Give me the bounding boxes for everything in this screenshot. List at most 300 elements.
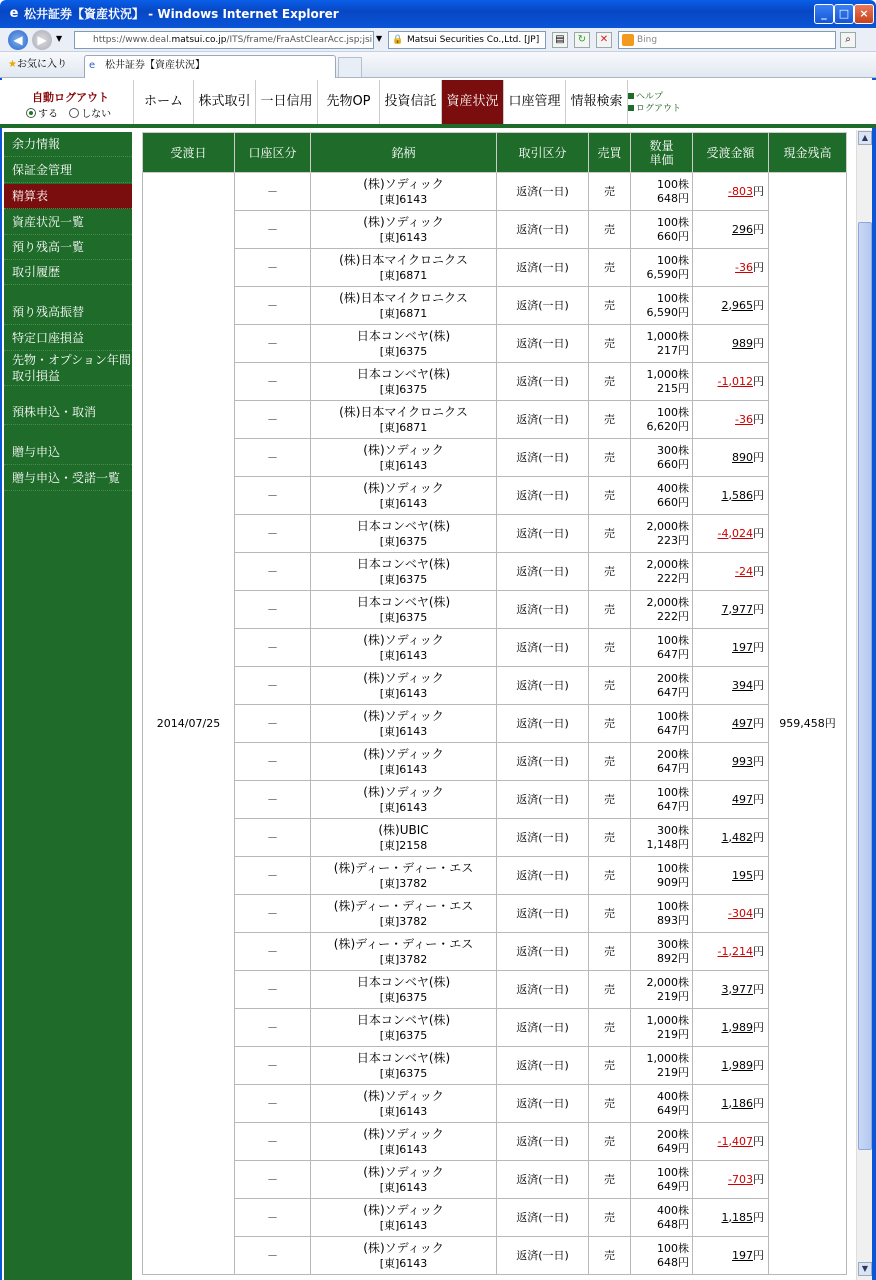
security-name: (株)日本マイクロニクス (339, 404, 468, 419)
amount-cell (693, 1047, 769, 1085)
security-name: (株)UBIC (378, 822, 429, 837)
site-header (0, 80, 876, 128)
quantity: 2,000株 (646, 975, 689, 989)
quantity: 400株 (657, 1203, 689, 1217)
vertical-scrollbar[interactable] (856, 130, 872, 1280)
security-code: [東]6375 (379, 382, 428, 396)
yen-unit: 円 (753, 184, 764, 198)
yen-unit: 円 (753, 1020, 764, 1034)
sidebar-item-balance-transfer[interactable]: 預り残高振替 (4, 300, 132, 325)
unit-price: 649円 (657, 1141, 689, 1155)
trade-type: 返済(一日) (497, 1199, 589, 1237)
yen-unit: 円 (753, 450, 764, 464)
amount-link[interactable]: 989 (732, 336, 753, 350)
trade-type: 返済(一日) (497, 1161, 589, 1199)
security-name: (株)日本マイクロニクス (339, 290, 468, 305)
tab-title: 松井証券【資産状況】 (105, 60, 205, 71)
quantity: 300株 (657, 823, 689, 837)
qty-price-cell (631, 705, 693, 743)
tab-ie-icon: e (89, 60, 96, 71)
amount-cell (693, 1237, 769, 1275)
amount-link[interactable]: 2,965 (721, 298, 753, 312)
col-header-qty-price (631, 133, 693, 173)
amount-cell (693, 895, 769, 933)
trade-side: 売 (589, 249, 631, 287)
quantity: 1,000株 (646, 1051, 689, 1065)
quantity: 100株 (657, 253, 689, 267)
trade-side: 売 (589, 1085, 631, 1123)
amount-link[interactable]: -1,407 (717, 1134, 753, 1148)
amount-cell (693, 515, 769, 553)
security-code: [東]6375 (379, 572, 428, 586)
amount-cell (693, 325, 769, 363)
table-row (143, 401, 847, 439)
security-name: 日本コンベヤ(株) (356, 366, 451, 381)
url-field[interactable] (74, 31, 374, 49)
yen-unit: 円 (753, 944, 764, 958)
security-cell (311, 629, 497, 667)
security-name: (株)ソディック (363, 708, 444, 723)
auto-logout-on-radio[interactable] (26, 108, 36, 118)
certificate-badge[interactable] (388, 31, 546, 49)
unit-price: 648円 (657, 1255, 689, 1269)
trade-side: 売 (589, 971, 631, 1009)
qty-price-cell (631, 211, 693, 249)
unit-price: 217円 (657, 343, 689, 357)
trade-type: 返済(一日) (497, 401, 589, 439)
quantity: 2,000株 (646, 557, 689, 571)
trade-type: 返済(一日) (497, 515, 589, 553)
amount-link[interactable]: 1,186 (721, 1096, 753, 1110)
amount-link[interactable]: 7,977 (721, 602, 753, 616)
security-name: 日本コンベヤ(株) (356, 1012, 451, 1027)
close-button[interactable]: × (854, 4, 874, 24)
scroll-up-icon[interactable]: ▲ (858, 131, 872, 145)
yen-unit: 円 (753, 830, 764, 844)
trade-side: 売 (589, 287, 631, 325)
table-row (143, 743, 847, 781)
search-input[interactable] (618, 31, 836, 49)
qty-price-cell (631, 1161, 693, 1199)
unit-price: 6,590円 (646, 267, 689, 281)
amount-link[interactable]: 195 (732, 868, 753, 882)
table-row (143, 211, 847, 249)
qty-price-cell (631, 933, 693, 971)
help-link[interactable] (628, 91, 681, 103)
quantity: 100株 (657, 633, 689, 647)
amount-link[interactable]: 1,185 (721, 1210, 753, 1224)
yen-unit: 円 (753, 1134, 764, 1148)
trade-type: 返済(一日) (497, 553, 589, 591)
unit-price: 660円 (657, 495, 689, 509)
amount-link[interactable]: 197 (732, 640, 753, 654)
browser-tab[interactable] (84, 55, 336, 78)
amount-link[interactable]: -1,012 (717, 374, 753, 388)
account-type: － (235, 1237, 311, 1275)
amount-link[interactable]: 1,586 (721, 488, 753, 502)
security-code: [東]6871 (379, 420, 428, 434)
unit-price: 1,148円 (646, 837, 689, 851)
title-bar (0, 0, 876, 28)
security-name: (株)ディー・ディー・エス (333, 936, 474, 951)
table-row (143, 705, 847, 743)
quantity: 100株 (657, 405, 689, 419)
settlement-date: 2014/07/25 (143, 173, 235, 1275)
amount-link[interactable]: -24 (735, 564, 753, 578)
table-row (143, 1161, 847, 1199)
amount-cell (693, 667, 769, 705)
unit-price: 223円 (657, 533, 689, 547)
auto-logout-options (26, 105, 111, 120)
yen-unit: 円 (753, 678, 764, 692)
amount-link[interactable]: 497 (732, 792, 753, 806)
new-tab-button[interactable] (338, 57, 362, 77)
account-type: － (235, 439, 311, 477)
sidebar-item-gift-list[interactable]: 贈与申込・受諾一覧 (4, 466, 132, 491)
amount-link[interactable]: 497 (732, 716, 753, 730)
account-type: － (235, 1199, 311, 1237)
sidebar-item-futures-annual-pl-line2: 取引損益 (12, 369, 61, 383)
account-type: － (235, 933, 311, 971)
security-code: [東]6143 (379, 1180, 428, 1194)
quantity: 100株 (657, 1165, 689, 1179)
table-row (143, 173, 847, 211)
account-type: － (235, 249, 311, 287)
trade-side: 売 (589, 591, 631, 629)
table-row (143, 363, 847, 401)
security-cell (311, 1009, 497, 1047)
amount-link[interactable]: -1,214 (717, 944, 753, 958)
trade-side: 売 (589, 1047, 631, 1085)
account-type: － (235, 705, 311, 743)
security-name: (株)ソディック (363, 176, 444, 191)
search-placeholder: Bing (637, 35, 658, 45)
sidebar-item-balance-list[interactable]: 預り残高一覧 (4, 235, 132, 260)
auto-logout-off-radio[interactable] (69, 108, 79, 118)
security-cell (311, 401, 497, 439)
security-code: [東]6143 (379, 686, 428, 700)
nav-home[interactable]: ホーム (134, 80, 194, 124)
main-content (136, 130, 856, 1280)
url-dropdown-icon[interactable]: ▼ (376, 34, 383, 43)
amount-cell (693, 705, 769, 743)
security-code: [東]6143 (379, 1256, 428, 1270)
unit-price: 222円 (657, 609, 689, 623)
trade-type: 返済(一日) (497, 1123, 589, 1161)
col-header-cash-balance: 現金残高 (769, 133, 847, 173)
unit-price: 647円 (657, 761, 689, 775)
cash-balance: 959,458円 (769, 173, 847, 1275)
col-header-side: 売買 (589, 133, 631, 173)
table-row (143, 249, 847, 287)
yen-unit: 円 (753, 488, 764, 502)
auto-logout-panel (0, 80, 134, 124)
amount-link[interactable]: 1,989 (721, 1058, 753, 1072)
qty-price-cell (631, 1085, 693, 1123)
amount-cell (693, 287, 769, 325)
sidebar-item-specific-account-pl[interactable]: 特定口座損益 (4, 326, 132, 351)
trade-type: 返済(一日) (497, 819, 589, 857)
sidebar-item-margin-info[interactable]: 余力情報 (4, 132, 132, 157)
trade-side: 売 (589, 1237, 631, 1275)
trade-side: 売 (589, 895, 631, 933)
nav-futures-options[interactable]: 先物OP (318, 80, 380, 124)
account-type: － (235, 363, 311, 401)
table-row (143, 1047, 847, 1085)
quantity: 300株 (657, 443, 689, 457)
table-row (143, 325, 847, 363)
qty-price-cell (631, 1123, 693, 1161)
security-name: (株)ソディック (363, 1164, 444, 1179)
unit-price: 660円 (657, 229, 689, 243)
security-cell (311, 933, 497, 971)
trade-type: 返済(一日) (497, 1009, 589, 1047)
ie-logo-icon: e (9, 6, 19, 21)
sidebar (4, 132, 132, 1280)
yen-unit: 円 (753, 754, 764, 768)
logout-link[interactable] (628, 103, 681, 115)
security-code: [東]6871 (379, 306, 428, 320)
nav-account[interactable]: 口座管理 (504, 80, 566, 124)
trade-type: 返済(一日) (497, 325, 589, 363)
amount-cell (693, 553, 769, 591)
stop-icon[interactable]: ✕ (596, 32, 612, 48)
security-cell (311, 743, 497, 781)
amount-link[interactable]: 993 (732, 754, 753, 768)
security-cell (311, 249, 497, 287)
table-row (143, 287, 847, 325)
trade-type: 返済(一日) (497, 211, 589, 249)
qty-price-cell (631, 971, 693, 1009)
sidebar-item-futures-annual-pl[interactable] (4, 350, 132, 386)
quantity: 1,000株 (646, 367, 689, 381)
unit-price: 647円 (657, 723, 689, 737)
qty-price-cell (631, 857, 693, 895)
amount-cell (693, 1009, 769, 1047)
amount-link[interactable]: -803 (728, 184, 753, 198)
trade-side: 売 (589, 705, 631, 743)
help-label: ヘルプ (636, 92, 664, 102)
unit-price: 909円 (657, 875, 689, 889)
trade-type: 返済(一日) (497, 781, 589, 819)
trade-side: 売 (589, 477, 631, 515)
unit-price: 649円 (657, 1179, 689, 1193)
unit-price: 647円 (657, 799, 689, 813)
amount-cell (693, 857, 769, 895)
sidebar-item-gift-application[interactable]: 贈与申込 (4, 440, 132, 465)
amount-cell (693, 363, 769, 401)
history-dropdown-icon[interactable]: ▼ (56, 34, 63, 43)
security-code: [東]6143 (379, 800, 428, 814)
auto-logout-off-label: しない (81, 109, 112, 120)
security-code: [東]6143 (379, 1218, 428, 1232)
account-type: － (235, 553, 311, 591)
nav-day-margin[interactable]: 一日信用 (256, 80, 318, 124)
yen-unit: 円 (753, 260, 764, 274)
security-code: [東]6375 (379, 610, 428, 624)
favorites-button[interactable] (8, 57, 67, 73)
trade-side: 売 (589, 781, 631, 819)
minimize-button[interactable]: _ (814, 4, 834, 24)
amount-link[interactable]: 296 (732, 222, 753, 236)
security-cell (311, 439, 497, 477)
favorites-label: お気に入り (16, 59, 67, 70)
trade-type: 返済(一日) (497, 287, 589, 325)
account-type: － (235, 629, 311, 667)
security-name: 日本コンベヤ(株) (356, 1050, 451, 1065)
security-code: [東]6375 (379, 344, 428, 358)
scroll-thumb[interactable] (858, 222, 872, 1150)
nav-investment-trust[interactable]: 投資信託 (380, 80, 442, 124)
favorites-bar (0, 52, 876, 78)
trade-type: 返済(一日) (497, 249, 589, 287)
lock-icon: 🔒 (392, 35, 404, 45)
security-code: [東]6143 (379, 496, 428, 510)
trade-side: 売 (589, 439, 631, 477)
security-name: (株)ソディック (363, 784, 444, 799)
unit-price: 647円 (657, 647, 689, 661)
table-header-row (143, 133, 847, 173)
yen-unit: 円 (753, 716, 764, 730)
scroll-down-icon[interactable]: ▼ (858, 1262, 872, 1276)
compat-view-icon[interactable]: ▤ (552, 32, 568, 48)
account-type: － (235, 1047, 311, 1085)
qty-price-cell (631, 743, 693, 781)
table-row (143, 895, 847, 933)
table-row (143, 515, 847, 553)
account-type: － (235, 401, 311, 439)
amount-link[interactable]: -703 (728, 1172, 753, 1186)
security-cell (311, 705, 497, 743)
quantity: 2,000株 (646, 519, 689, 533)
amount-cell (693, 933, 769, 971)
sidebar-item-trade-history[interactable]: 取引履歴 (4, 260, 132, 285)
amount-link[interactable]: 1,989 (721, 1020, 753, 1034)
quantity: 200株 (657, 671, 689, 685)
unit-price: 892円 (657, 951, 689, 965)
trade-side: 売 (589, 629, 631, 667)
quantity: 100株 (657, 861, 689, 875)
amount-link[interactable]: -304 (728, 906, 753, 920)
qty-price-cell (631, 1009, 693, 1047)
refresh-icon[interactable]: ↻ (574, 32, 590, 48)
amount-link[interactable]: -4,024 (717, 526, 753, 540)
amount-cell (693, 173, 769, 211)
qty-price-cell (631, 819, 693, 857)
security-cell (311, 1199, 497, 1237)
amount-link[interactable]: 197 (732, 1248, 753, 1262)
table-row (143, 553, 847, 591)
amount-link[interactable]: 1,482 (721, 830, 753, 844)
yen-unit: 円 (753, 1096, 764, 1110)
sidebar-item-stock-deposit[interactable]: 預株申込・取消 (4, 400, 132, 425)
trade-side: 売 (589, 173, 631, 211)
forward-icon[interactable]: ▶ (32, 30, 52, 50)
security-name: (株)ソディック (363, 480, 444, 495)
table-row (143, 1009, 847, 1047)
search-icon[interactable]: ⌕ (840, 32, 856, 48)
security-cell (311, 173, 497, 211)
sidebar-item-asset-list[interactable]: 資産状況一覧 (4, 210, 132, 235)
trade-type: 返済(一日) (497, 477, 589, 515)
amount-cell (693, 819, 769, 857)
amount-link[interactable]: 3,977 (721, 982, 753, 996)
table-row (143, 629, 847, 667)
trade-type: 返済(一日) (497, 933, 589, 971)
sidebar-item-settlement[interactable]: 精算表 (4, 184, 132, 209)
account-type: － (235, 819, 311, 857)
security-cell (311, 1161, 497, 1199)
qty-price-cell (631, 781, 693, 819)
trade-side: 売 (589, 325, 631, 363)
amount-link[interactable]: -36 (735, 412, 753, 426)
security-name: (株)ソディック (363, 670, 444, 685)
qty-price-cell (631, 477, 693, 515)
trade-type: 返済(一日) (497, 363, 589, 401)
help-links (628, 91, 681, 115)
account-type: － (235, 971, 311, 1009)
security-name: (株)日本マイクロニクス (339, 252, 468, 267)
security-cell (311, 667, 497, 705)
unit-price: 648円 (657, 1217, 689, 1231)
qty-price-cell (631, 173, 693, 211)
qty-price-cell (631, 553, 693, 591)
security-code: [東]6375 (379, 534, 428, 548)
trade-side: 売 (589, 933, 631, 971)
settlement-table (142, 132, 847, 1275)
certificate-owner: Matsui Securities Co.,Ltd. [JP] (407, 35, 540, 45)
yen-unit: 円 (753, 640, 764, 654)
amount-cell (693, 1161, 769, 1199)
unit-price: 215円 (657, 381, 689, 395)
unit-price: 222円 (657, 571, 689, 585)
amount-cell (693, 1123, 769, 1161)
qty-price-cell (631, 287, 693, 325)
security-cell (311, 477, 497, 515)
amount-cell (693, 743, 769, 781)
yen-unit: 円 (753, 412, 764, 426)
table-row (143, 971, 847, 1009)
quantity: 100株 (657, 215, 689, 229)
trade-side: 売 (589, 667, 631, 705)
security-cell (311, 819, 497, 857)
nav-info-search[interactable]: 情報検索 (566, 80, 628, 124)
amount-link[interactable]: -36 (735, 260, 753, 274)
yen-unit: 円 (753, 336, 764, 350)
table-body (143, 173, 847, 1275)
logout-bullet-icon (628, 105, 634, 111)
security-cell (311, 287, 497, 325)
qty-price-cell (631, 515, 693, 553)
maximize-button[interactable]: □ (834, 4, 854, 24)
unit-price: 893円 (657, 913, 689, 927)
trade-side: 売 (589, 401, 631, 439)
amount-link[interactable]: 890 (732, 450, 753, 464)
qty-price-cell (631, 363, 693, 401)
yen-unit: 円 (753, 1172, 764, 1186)
sidebar-item-deposit-management[interactable]: 保証金管理 (4, 158, 132, 183)
security-name: (株)ソディック (363, 746, 444, 761)
nav-assets[interactable]: 資産状況 (442, 80, 504, 124)
back-icon[interactable]: ◀ (8, 30, 28, 50)
nav-stock-trade[interactable]: 株式取引 (194, 80, 256, 124)
trade-side: 売 (589, 1009, 631, 1047)
amount-link[interactable]: 394 (732, 678, 753, 692)
unit-price: 6,590円 (646, 305, 689, 319)
amount-cell (693, 1085, 769, 1123)
security-code: [東]6143 (379, 458, 428, 472)
account-type: － (235, 173, 311, 211)
